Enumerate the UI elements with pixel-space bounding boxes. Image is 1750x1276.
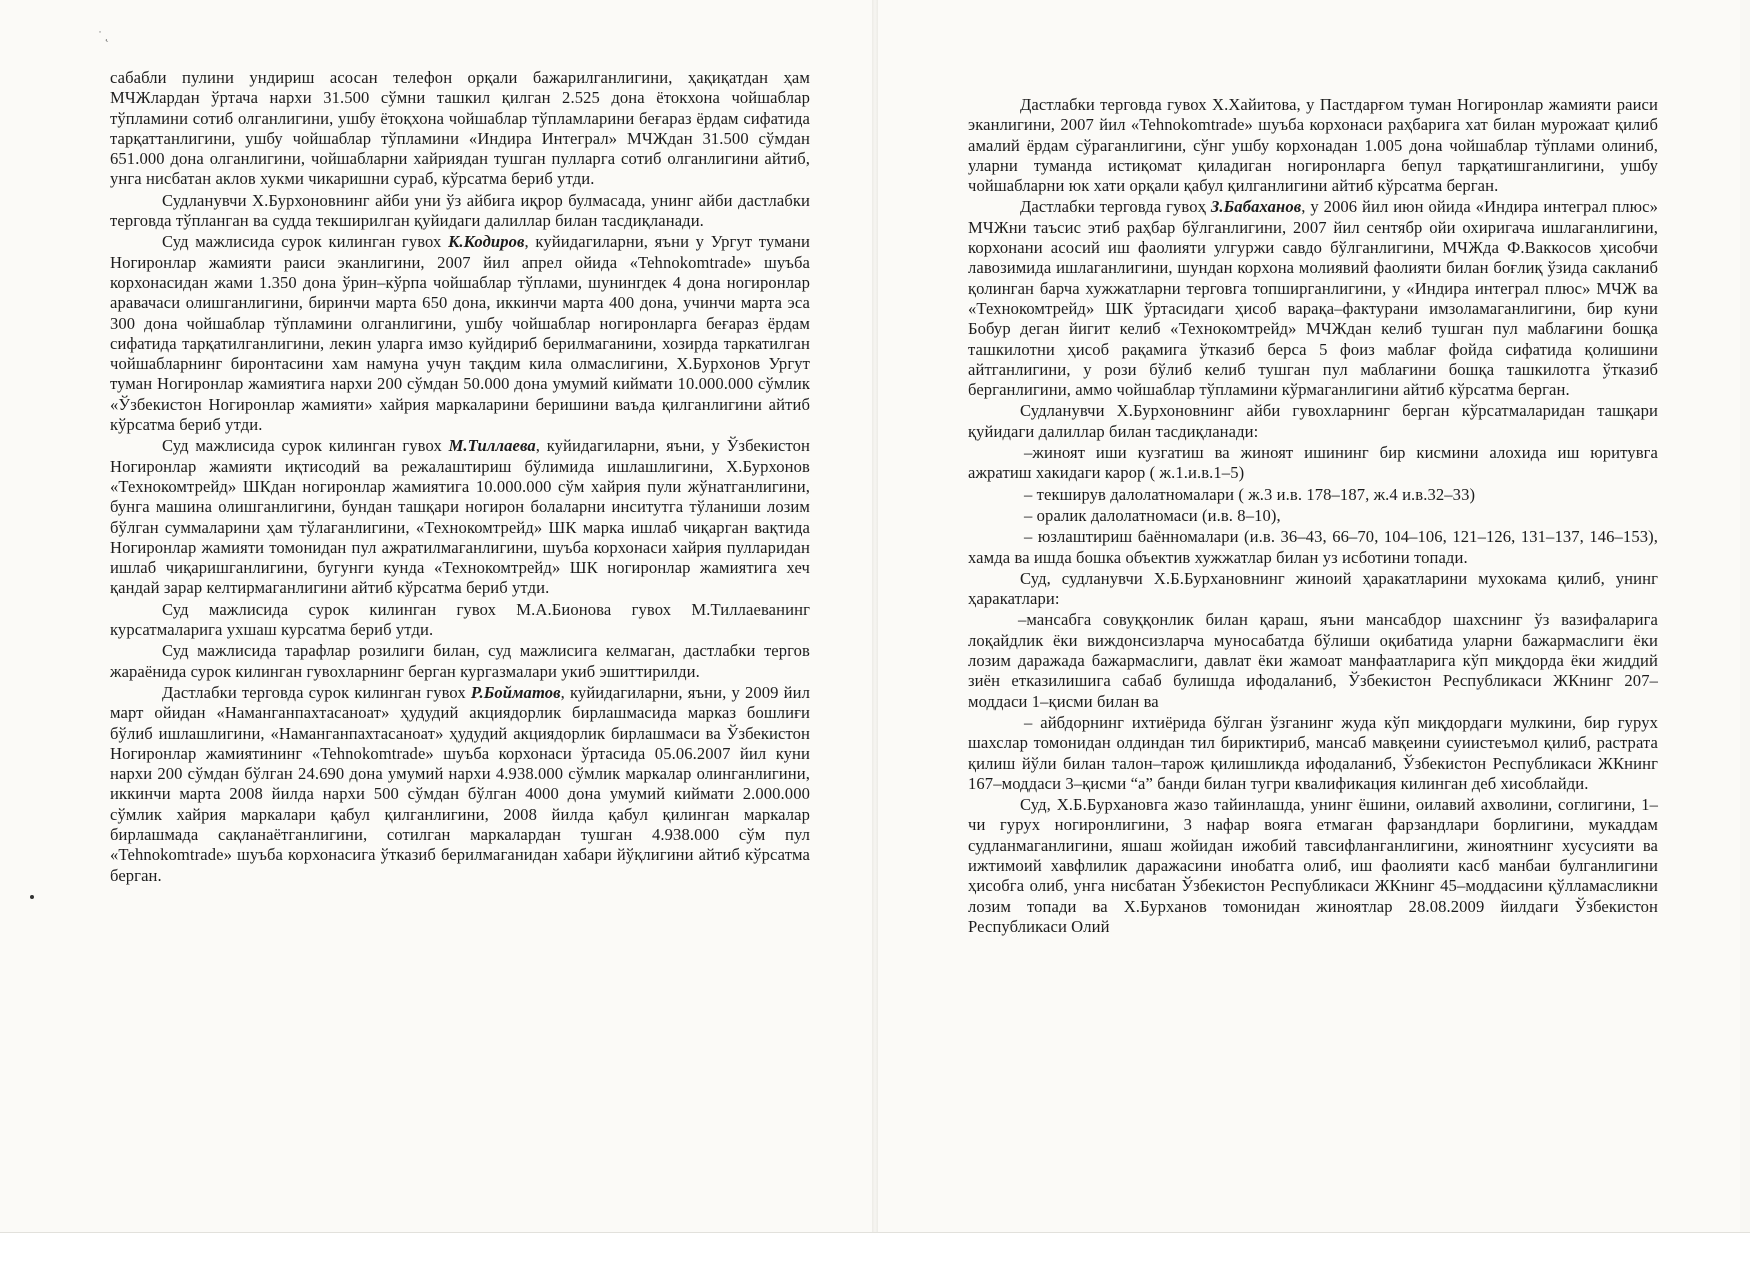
text-run: Суд мажлисида сурок килинган гувох xyxy=(162,232,449,252)
witness-name: З.Бабаханов xyxy=(1210,197,1302,217)
scan-bottom-edge xyxy=(0,1232,1750,1276)
paragraph xyxy=(968,197,1658,400)
text-run: Суд мажлисида сурок килинган гувох xyxy=(162,436,449,456)
paragraph xyxy=(110,683,810,886)
paragraph: Суд, судланувчи Х.Б.Бурхановнинг жиноий ҳаракатларини мухокама қилиб, унинг ҳаракатлари: xyxy=(968,568,1658,609)
paragraph: Суд мажлисида тарафлар розилиги билан, суд мажлисига келмаган, дастлабки тергов жараёнида сурок килинган гувохларнинг берган кургазмалари укиб эшиттирилди. xyxy=(110,641,810,681)
qualification-item: – айбдорнинг ихтиёрида бўлган ўзганинг жуда кўп миқдордаги мулкини, бир гурух шахслар томонидан олдиндан тил бириктириб, мансаб мавқеини суиистеъмол қилиб, растрата қилиш йўли билан талон–тарож қилишликда ифодаланиб, Ўзбекистон Республикаси ЖКнинг 167–моддаси 3–қисми “а” банди билан тугри квалификация килинган деб хисоблайди. xyxy=(968,712,1658,793)
paragraph xyxy=(110,232,810,435)
evidence-item: –жиноят иши кузгатиш ва жиноят ишининг бир кисмини алохида иш юритувга ажратиш хакидаги карор ( ж.1.и.в.1–5) xyxy=(968,443,1658,483)
text-run: , куйидагиларни, яъни, у Ўзбекистон Ногиронлар жамияти иқтисодий ва режалаштириш бўлимида ишлашлигини, Х.Бурхонов «Технокомтрейд» ШКдан ногиронлар жамиятига 10.000.000 сўм хайрия пули жўнатганлигини, бунга машина олишганлигини, бундан ташқари ногирон болаларни инситутга тўланиши лозим бўлган суммаларини ҳам тўлаганлигини, «Технокомтрейд» ШК марка ишлаб чиқарган вақтида Ногиронлар жамияти томонидан пул ажратилмаганлигини, шуъба корхонаси хайрия пулларидан ишлаб чиқаришганлигини, бугунги кунда «Технокомтрейд» ШК ногиронлар жамиятига хеч қандай зарар келтирмаганлигини айтиб кўрсатма бериб утди. xyxy=(110,436,810,598)
evidence-item: – юзлаштириш баённомалари (и.в. 36–43, 66–70, 104–106, 121–126, 131–137, 146–153), хамда ва ишда бошка объектив хужжатлар билан уз исботини топади. xyxy=(968,527,1658,567)
text-run: Дастлабки терговда сурок килинган гувох xyxy=(162,682,471,702)
paragraph: сабабли пулини ундириш асосан телефон орқали бажарилганлигини, ҳақиқатдан ҳам МЧЖлардан ўртача нархи 31.500 сўмни ташкил қилган 2.525 дона ётокхона чойшаблар тўпламини сотиб олганлигини, ушбу ётоқхона чойшаблар тўпламларини беғараз ёрдам сифатида тарқаттанлигини, ушбу чойшаблар тўпламини «Индира Интеграл» МЧЖдан 31.500 сўмдан 651.000 дона олганлигини, чойшабларни хайриядан тушган пулларга сотиб олганлигини айтиб, унга нисбатан аклов хукми чикаришни сураб, кўрсатма бериб утди. xyxy=(110,68,810,189)
paragraph: Дастлабки терговда гувох Х.Хайитова, у Пастдарғом туман Ногиронлар жамияти раиси эканлигини, 2007 йил «Tehnokomtrade» шуъба корхонаси раҳбарига хат билан мурожаат қилиб амалий ёрдам сўраганлигини, сўнг ушбу корхонадан 1.005 дона чойшаблар тўплами олиниб, уларни туманда истиқомат қиладиган ногиронларга бепул тарқатишганлигини, ушбу чойшабларни юк хати орқали қабул қилганлигини айтиб кўрсатма берган. xyxy=(968,95,1658,196)
witness-name: Р.Бойматов xyxy=(470,682,561,702)
evidence-item: – текширув далолатномалари ( ж.3 и.в. 178–187, ж.4 и.в.32–33) xyxy=(1024,484,1476,504)
text-run: , куйидагиларни, яъни, у 2009 йил март ойидан «Наманганпахтасаноат» ҳудудий акциядорлик бирлашмасида марказ бошлиғи бўлиб ишлашлигини, «Наманганпахтасаноат» ҳудудий акциядорлик бирлашмаси ва Ўзбекистон Ногиронлар жамиятининг «Tehnokomtrade» шуъба корхонаси ўртасида 05.06.2007 йил куни нархи 200 сўмдан бўлган 24.690 дона умумий нархи 4.938.000 сўмлик маркалар олинганлигини, иккинчи марта 2008 йилда нархи 500 сўмдан бўлган 4000 дона умумий киймати 2.000.000 сўмлик хайрия маркалари қабул қилганлигини, 2008 йилда қабул қилинган маркалар бирлашмада сақланаётганлигини, сотилган маркалардан тушган 4.938.000 сўм пул «Tehnokomtrade» шуъба корхонасига ўтказиб берилмаганидан хабари йўқлигини айтиб кўрсатма берган. xyxy=(110,682,810,885)
evidence-item: – оралик далолатномаси (и.в. 8–10), xyxy=(1024,505,1281,525)
witness-name: М.Тиллаева xyxy=(448,436,536,456)
right-text-column xyxy=(968,95,1658,938)
paragraph: Судланувчи Х.Бурхоновнинг айби уни ўз айбига иқрор булмасада, унинг айби дастлабки терговда тўпланган ва судда текширилган қуйидаги далиллар билан тасдиқланади. xyxy=(110,190,810,231)
scan-speck: ˙ ˛ xyxy=(98,28,109,42)
qualification-item: –мансабга совуққонлик билан қараш, яъни мансабдор шахснинг ўз вазифаларига лоқайдлик ёки виждонсизларча муносабатда бўлиши оқибатида уларни бажармаслиги ёки лозим даражада бажармаслиги, давлат ёки жамоат манфаатларига кўп миқдорда ёки жиддий зиён етказилишига сабаб булишда ифодаланиб, Ўзбекистон Республикаси ЖКнинг 207–моддаси 1–қисми билан ва xyxy=(968,610,1658,711)
paragraph xyxy=(110,436,810,598)
paragraph: Судланувчи Х.Бурхоновнинг айби гувохларнинг берган кўрсатмаларидан ташқари қуйидаги далиллар билан тасдиқланади: xyxy=(968,401,1658,441)
text-run: Дастлабки терговда гувоҳ xyxy=(1020,197,1211,217)
text-run: , куйидагиларни, яъни у Ургут тумани Ногиронлар жамияти раиси эканлигини, 2007 йил апрел ойида «Tehnokomtrade» шуъба корхонасидан жами 1.350 дона ўрин–кўрпа чойшаблар тўплами, шунингдек 4 дона ногиронлар аравачаси олишганлигини, биринчи марта 650 дона, иккинчи марта 400 дона, учинчи марта эса 300 дона чойшаблар тўпламини олганлигини, ушбу чойшаблар ногиронларга беғараз ёрдам сифатида тарқатилганлигини, лекин уларга имзо куйдириб берилмаганини, хозирда таркатилган чойшабларнинг биронтасини хам намуна учун тақдим кила олмаслигини, Х.Бурхонов Ургут туман Ногиронлар жамиятига нархи 200 сўмдан 50.000 дона умумий киймати 10.000.000 сўмлик «Ўзбекистон Ногиронлар жамияти» хайрия маркаларини беришини ваъда қилганлигини айтиб кўрсатма бериб утди. xyxy=(110,232,810,435)
scan-dot xyxy=(30,895,34,899)
witness-name: К.Кодиров xyxy=(448,232,525,252)
left-text-column xyxy=(110,68,810,887)
text-run: , у 2006 йил июн ойида «Индира интеграл плюс» МЧЖни таъсис этиб раҳбар бўлганлигини, 2007 йил сентябр ойи охиригача ишлаганлигини, корхонани асосий иш фаолияти улгуржи савдо бўлганлигини, МЧЖда Ф.Ваккосов ҳисобчи лавозимида ишлаганлигини, шундан корхона молиявий фаолияти билан боғлиқ ўзида сакланиб қолинган барча хужжатларни терговга топширганлигини, у «Индира интеграл плюс» МЧЖ ва «Технокомтрейд» ШК ўртасидаги ҳисоб варақа–фактурани имзоламаганлигини, бир куни Бобур деган йигит келиб «Технокомтрейд» МЧЖдан келиб тушган пул маблағини бошқа ташкилотни ҳисоб рақамига ўтказиб берса 5 фоиз маблағ фойда сифатида қолишини айтганлигини, у рози бўлиб келиб тушган пул маблағини бошқа ташкилотга ўтказиб берганлигини, аммо чойшаблар тўпламини кўрмаганлигини айтиб кўрсатма берган. xyxy=(968,197,1658,400)
paragraph: Суд, Х.Б.Бурхановга жазо тайинлашда, унинг ёшини, оилавий ахволини, соглигини, 1–чи гурух ногиронлигини, 3 нафар вояга етмаган фарзандлари борлигини, мукаддам судланмаганлигини, яшаш жойидан ижобий тавсифланганлигини, жиноятнинг хусусияти ва ижтимоий хавфлилик даражасини инобатга олиб, иш фаолияти касб манбаи булганлигини ҳисобга олиб, унга нисбатан Ўзбекистон Республикаси ЖКнинг 45–моддасини қўлламасликни лозим топади ва Х.Бурханов томонидан жиноятлар 28.08.2009 йилдаги Ўзбекистон Республикаси Олий xyxy=(968,795,1658,936)
paragraph: Суд мажлисида сурок килинган гувох М.А.Бионова гувох М.Тиллаеванинг курсатмаларига ухшаш курсатма бериб утди. xyxy=(110,599,810,640)
